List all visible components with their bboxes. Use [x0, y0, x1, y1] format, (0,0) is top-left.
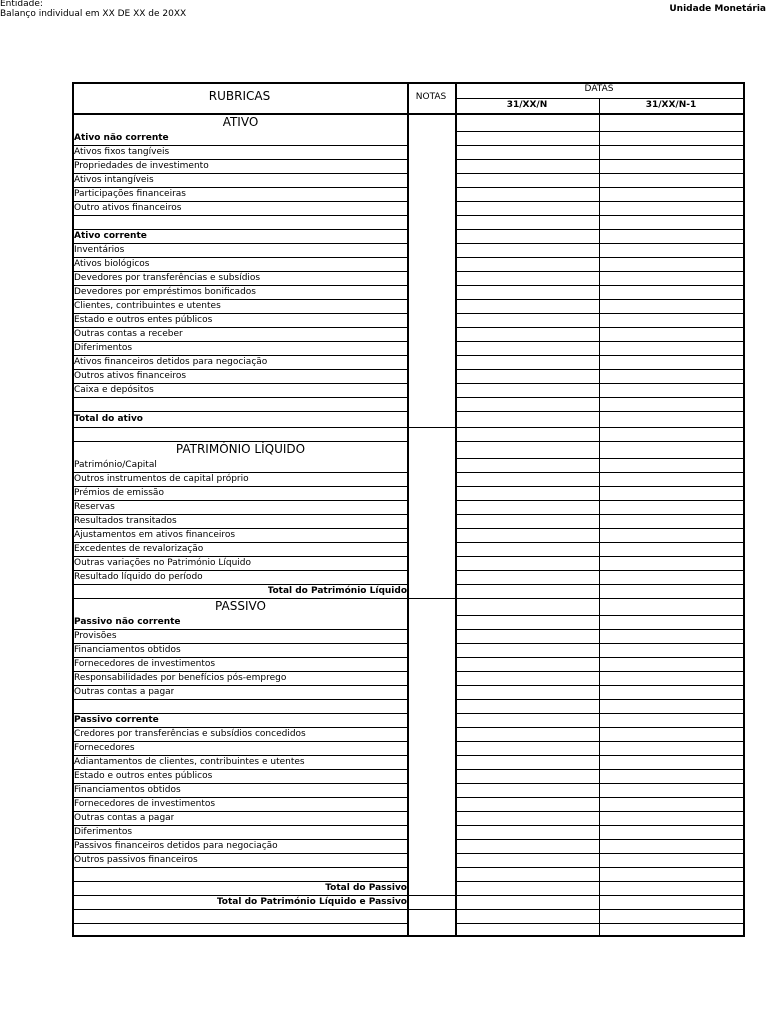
- datas-column-border: [455, 82, 457, 937]
- row-divider: [455, 542, 744, 543]
- balance-subtitle: Balanço individual em XX DE XX de 20XX: [0, 9, 187, 19]
- group-label: Passivo corrente: [74, 715, 159, 725]
- row-divider: [455, 825, 744, 826]
- row-divider: [455, 472, 744, 473]
- row-divider: [455, 570, 744, 571]
- line-item: Devedores por empréstimos bonificados: [74, 287, 256, 297]
- row-divider: [455, 215, 744, 216]
- line-item: Devedores por transferências e subsídios: [74, 273, 261, 283]
- row-divider: [455, 643, 744, 644]
- line-item: Fornecedores de investimentos: [74, 799, 216, 809]
- line-item: Ativos biológicos: [74, 259, 150, 269]
- line-item: Ativos fixos tangíveis: [74, 147, 170, 157]
- row-divider: [72, 923, 408, 924]
- row-divider: [455, 486, 744, 487]
- row-divider: [72, 867, 408, 868]
- row-divider: [455, 811, 744, 812]
- line-item: Provisões: [74, 631, 117, 641]
- row-divider: [455, 145, 744, 146]
- line-item: Ativos intangíveis: [74, 175, 154, 185]
- row-divider: [455, 713, 744, 714]
- line-item: Excedentes de revalorização: [74, 544, 204, 554]
- row-divider: [455, 187, 744, 188]
- row-divider: [455, 397, 744, 398]
- total-row-divider: [72, 895, 744, 896]
- row-divider: [455, 727, 744, 728]
- row-divider: [455, 369, 744, 370]
- line-item: Ajustamentos em ativos financeiros: [74, 530, 236, 540]
- line-item: Outras contas a receber: [74, 329, 183, 339]
- row-divider: [72, 397, 408, 398]
- section-title: ATIVO: [222, 115, 259, 129]
- row-divider: [455, 383, 744, 384]
- line-item: Caixa e depósitos: [74, 385, 154, 395]
- line-item: Ativos financeiros detidos para negociação: [74, 357, 268, 367]
- row-divider: [455, 584, 744, 585]
- row-divider: [455, 556, 744, 557]
- line-item: Estado e outros entes públicos: [74, 771, 213, 781]
- line-item: Outras contas a pagar: [74, 687, 175, 697]
- row-divider: [455, 257, 744, 258]
- total-label: Total do Património Líquido: [267, 586, 407, 596]
- row-divider: [455, 159, 744, 160]
- line-item: Adiantamentos de clientes, contribuintes e utentes: [74, 757, 305, 767]
- row-divider: [455, 881, 744, 882]
- total-row-divider: [72, 909, 744, 910]
- line-item: Diferimentos: [74, 827, 133, 837]
- total-label: Total do Património Líquido e Passivo: [216, 897, 407, 907]
- line-item: Participações financeiras: [74, 189, 186, 199]
- group-label: Total do ativo: [74, 414, 143, 424]
- line-item: Outros ativos financeiros: [74, 371, 187, 381]
- group-label: Ativo corrente: [74, 231, 147, 241]
- group-label: Ativo não corrente: [74, 133, 169, 143]
- row-divider: [455, 441, 744, 442]
- date-n-header: 31/XX/N: [506, 100, 548, 110]
- row-divider: [72, 629, 408, 630]
- row-divider: [455, 285, 744, 286]
- datas-header: DATAS: [584, 84, 614, 94]
- row-divider: [455, 131, 744, 132]
- datas-header-divider: [455, 98, 744, 99]
- row-divider: [455, 271, 744, 272]
- line-item: Outro ativos financeiros: [74, 203, 182, 213]
- line-item: Financiamentos obtidos: [74, 645, 181, 655]
- row-divider: [455, 313, 744, 314]
- row-divider: [455, 853, 744, 854]
- row-divider: [72, 215, 408, 216]
- row-divider: [455, 201, 744, 202]
- line-item: Prémios de emissão: [74, 488, 164, 498]
- table-right-border: [743, 82, 745, 937]
- line-item: Outros instrumentos de capital próprio: [74, 474, 249, 484]
- row-divider: [455, 629, 744, 630]
- row-divider: [455, 685, 744, 686]
- total-row-divider: [72, 427, 744, 428]
- row-divider: [455, 411, 744, 412]
- date-n-1-header: 31/XX/N-1: [645, 100, 697, 110]
- row-divider: [455, 755, 744, 756]
- line-item: Resultado líquido do período: [74, 572, 203, 582]
- line-item: Passivos financeiros detidos para negociação: [74, 841, 278, 851]
- line-item: Resultados transitados: [74, 516, 177, 526]
- line-item: Financiamentos obtidos: [74, 785, 181, 795]
- row-divider: [455, 173, 744, 174]
- line-item: Fornecedores de investimentos: [74, 659, 216, 669]
- line-item: Reservas: [74, 502, 115, 512]
- row-divider: [455, 699, 744, 700]
- row-divider: [455, 327, 744, 328]
- row-divider: [455, 355, 744, 356]
- row-divider: [455, 839, 744, 840]
- section-title: PASSIVO: [215, 599, 266, 613]
- rubricas-header: RUBRICAS: [208, 89, 271, 103]
- row-divider: [455, 528, 744, 529]
- row-divider: [455, 229, 744, 230]
- row-divider: [455, 500, 744, 501]
- total-label: Total do Passivo: [325, 883, 407, 893]
- row-divider: [455, 341, 744, 342]
- row-divider: [455, 769, 744, 770]
- line-item: Estado e outros entes públicos: [74, 315, 213, 325]
- line-item: Responsabilidades por benefícios pós-emprego: [74, 673, 287, 683]
- entity-label: Entidade:: [0, 0, 43, 9]
- line-item: Clientes, contribuintes e utentes: [74, 301, 221, 311]
- row-divider: [455, 243, 744, 244]
- unit-label: Unidade Monetária: [669, 4, 766, 14]
- line-item: Propriedades de investimento: [74, 161, 209, 171]
- row-divider: [455, 923, 744, 924]
- row-divider: [455, 615, 744, 616]
- line-item: Outras contas a pagar: [74, 813, 175, 823]
- group-label: Passivo não corrente: [74, 617, 181, 627]
- row-divider: [455, 867, 744, 868]
- row-divider: [455, 299, 744, 300]
- row-divider: [455, 783, 744, 784]
- line-item: Inventários: [74, 245, 125, 255]
- row-divider: [72, 500, 408, 501]
- notas-header: NOTAS: [415, 92, 447, 102]
- line-item: Diferimentos: [74, 343, 133, 353]
- row-divider: [455, 458, 744, 459]
- line-item: Outras variações no Património Líquido: [74, 558, 252, 568]
- line-item: Fornecedores: [74, 743, 135, 753]
- row-divider: [455, 671, 744, 672]
- row-divider: [455, 741, 744, 742]
- line-item: Património/Capital: [74, 460, 157, 470]
- section-title: PATRIMÓNIO LÍQUIDO: [175, 442, 306, 456]
- row-divider: [455, 514, 744, 515]
- row-divider: [72, 699, 408, 700]
- row-divider: [455, 797, 744, 798]
- notas-column-border: [407, 82, 409, 937]
- line-item: Credores por transferências e subsídios concedidos: [74, 729, 306, 739]
- line-item: Outros passivos financeiros: [74, 855, 198, 865]
- row-divider: [455, 657, 744, 658]
